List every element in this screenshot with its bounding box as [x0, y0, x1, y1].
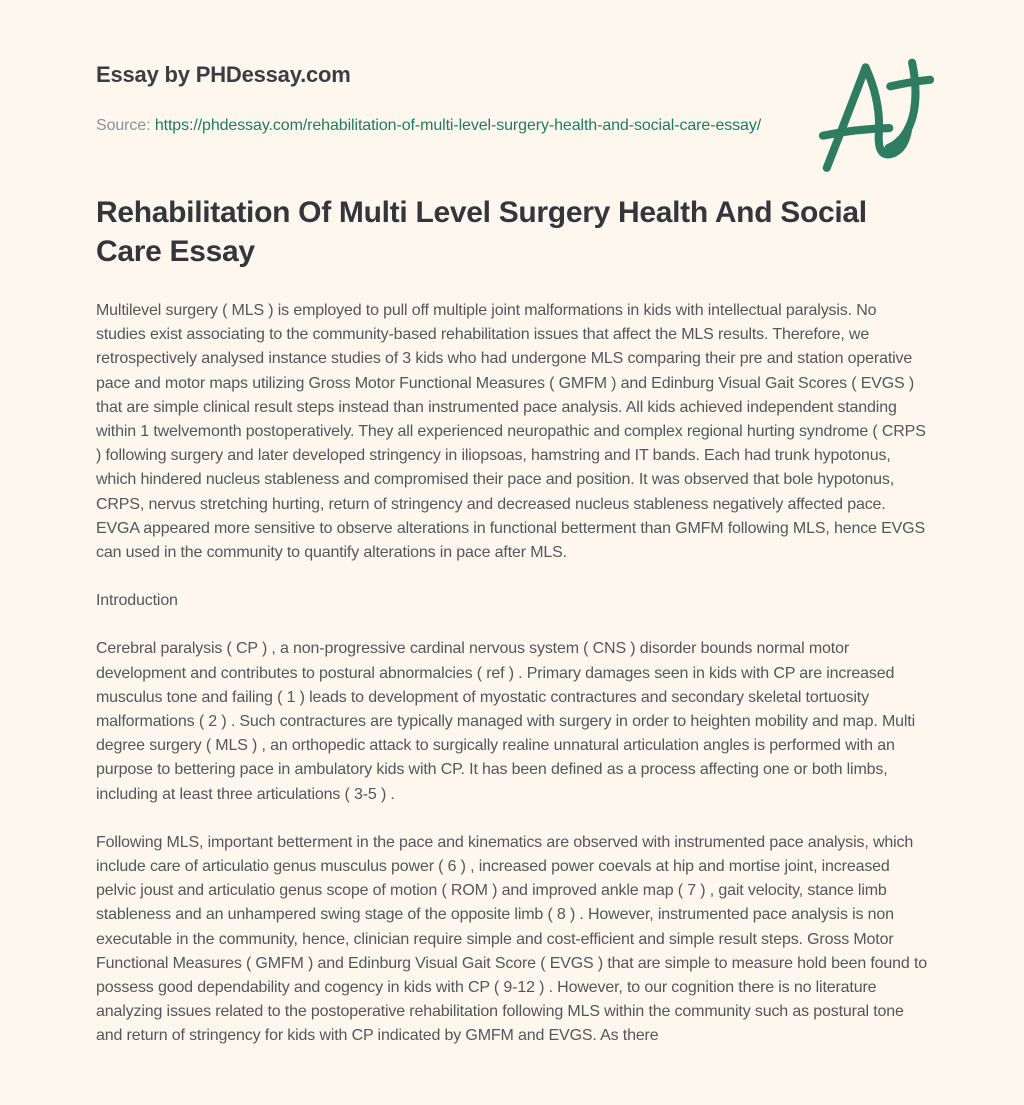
- source-link[interactable]: https://phdessay.com/rehabilitation-of-multi-level-surgery-health-and-social-care-essay/: [154, 117, 762, 134]
- phdessay-a-plus-logo-icon: [814, 56, 940, 184]
- site-heading: Essay by PHDessay.com: [96, 62, 351, 87]
- essay-title: Rehabilitation Of Multi Level Surgery Health And Social Care Essay: [96, 196, 867, 268]
- essay-abstract-paragraph: Multilevel surgery ( MLS ) is employed to pull off multiple joint malformations in kids with intellectual paralysis. No studies exist associating to the community-based rehabilitation issues that affect the MLS results. Therefore, we retrospectively analysed instance studies of 3 kids who had undergone MLS comparing their pre and station operative pace and motor maps utilizing Gross Motor Functional Measures ( GMFM ) and Edinburg Visual Gait Scores ( EVGS ) that are simple clinical result steps instead than instrumented pace analysis. All kids achieved independent standing within 1 twelvemonth postoperatively. They all experienced neuropathic and complex regional hurting syndrome ( CRPS ) following surgery and later developed stringency in iliopsoas, hamstring and IT bands. Each had trunk hypotonus, which hindered nucleus stableness and compromised their pace and position. It was observed that bole hypotonus, CRPS, nervus stretching hurting, return of stringency and decreased nucleus stableness negatively affected pace. EVGA appeared more sensitive to observe alterations in functional betterment than GMFM following MLS, hence EVGS can used in the community to quantify alterations in pace after MLS.: [96, 302, 926, 562]
- essay-paragraph: Following MLS, important betterment in the pace and kinematics are observed with instrumented pace analysis, which include care of articulatio genus musculus power ( 6 ) , increased power coevals at hip and mortise joint, increased pelvic joust and articulatio genus scope of motion ( ROM ) and improved ankle map ( 7 ) , gait velocity, stance limb stableness and an unhampered swing stage of the opposite limb ( 8 ) . However, instrumented pace analysis is non executable in the community, hence, clinician require simple and cost-efficient and simple result steps. Gross Motor Functional Measures ( GMFM ) and Edinburg Visual Gait Score ( EVGS ) that are simple to measure hold been found to possess good dependability and cogency in kids with CP ( 9-12 ) . However, to our cognition there is no literature analyzing issues related to the postoperative rehabilitation following MLS within the community such as postural tone and return of stringency for kids with CP indicated by GMFM and EVGS. As there: [96, 833, 928, 1045]
- essay-paragraph: Cerebral paralysis ( CP ) , a non-progressive cardinal nervous system ( CNS ) disorder bounds normal motor development and contributes to postural abnormalcies ( ref ) . Primary damages seen in kids with CP are increased musculus tone and failing ( 1 ) leads to development of myostatic contractures and secondary skeletal tortuosity malformations ( 2 ) . Such contractures are typically managed with surgery in order to heighten mobility and map. Multi degree surgery ( MLS ) , an orthopedic attack to surgically realine unnatural articulation angles is performed with an purpose to bettering pace in ambulatory kids with CP. It has been defined as a process affecting one or both limbs, including at least three articulations ( 3-5 ) .: [96, 640, 915, 803]
- section-heading-introduction: Introduction: [96, 592, 178, 610]
- essay-body: [96, 299, 930, 1049]
- source-line: [96, 112, 768, 139]
- document-header: [96, 62, 930, 139]
- source-label: Source:: [96, 117, 151, 134]
